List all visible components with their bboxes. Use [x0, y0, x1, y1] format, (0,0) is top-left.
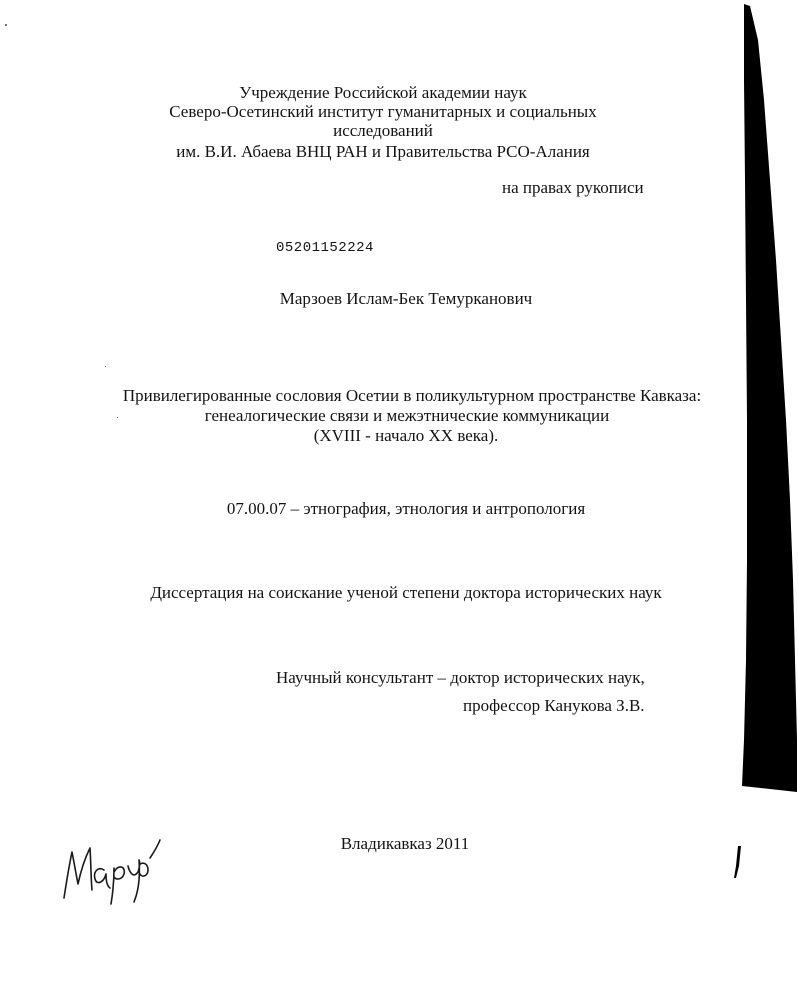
title-line-1: Привилегированные сословия Осетии в поликультурном пространстве Кавказа:: [122, 386, 702, 405]
catalog-number: 05201152224: [276, 240, 374, 256]
dissertation-type: Диссертация на соискание ученой степени доктора исторических наук: [150, 583, 662, 602]
institution-line-1: Учреждение Российской академии наук: [239, 83, 527, 102]
institution-line-4: им. В.И. Абаева ВНЦ РАН и Правительства РСО-Алания: [176, 142, 590, 161]
scan-speck: [5, 24, 7, 26]
institution-line-2: Северо-Осетинский институт гуманитарных и социальных: [169, 102, 597, 121]
consultant-line-1: Научный консультант – доктор исторических наук,: [276, 668, 645, 687]
title-line-3: (XVIII - начало XX века).: [313, 426, 499, 445]
title-line-2: генеалогические связи и межэтнические коммуникации: [204, 406, 610, 425]
scan-speck: [117, 417, 118, 418]
consultant-line-2: профессор Канукова З.В.: [463, 696, 645, 715]
scan-speck: [105, 366, 106, 367]
place-year: Владикавказ 2011: [340, 834, 470, 853]
author-name: Марзоев Ислам-Бек Темурканович: [279, 289, 533, 308]
specialty-code: 07.00.07 – этнография, этнология и антропология: [226, 499, 586, 518]
manuscript-note: на правах рукописи: [502, 178, 644, 197]
institution-line-3: исследований: [333, 121, 433, 140]
